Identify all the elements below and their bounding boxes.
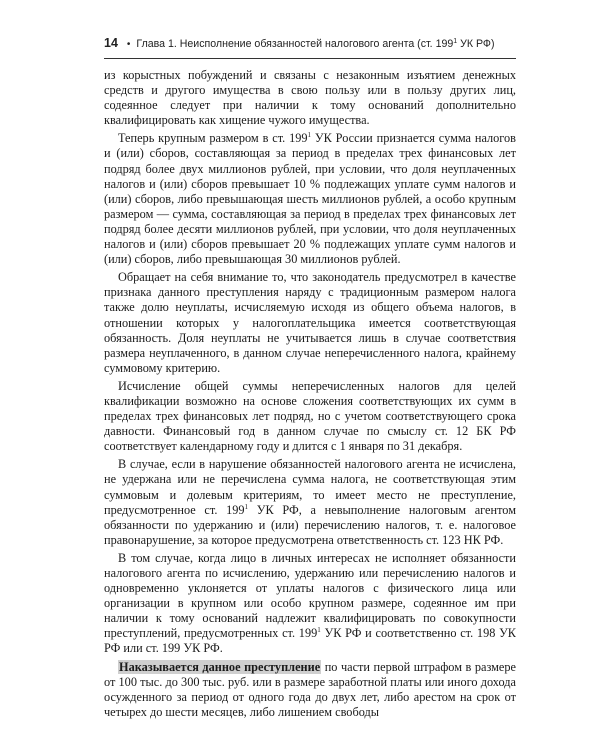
header-divider: [104, 58, 516, 59]
paragraph-text: В том случае, когда лицо в личных интересах не исполняет обязанности налогового агента по исчислению, удержанию или перечислению налогов и одновременно уклоняется от уплаты налогов с физического лица или организации в крупном или особо крупном размере, содеянное им при наличии к тому оснований надлежит квалифицировать по совокупности преступлений, предусмотренных ст. 199: [104, 550, 516, 641]
paragraph-text: В случае, если в нарушение обязанностей налогового агента не исчислена, не удержана или не перечислена сумма налога, не соответствующая этим суммовым и долевым критериям, то имеет место не преступление, предусмотренное ст. 199: [104, 457, 516, 517]
page-number: 14: [104, 36, 118, 50]
article-superscript: 1: [317, 626, 321, 635]
paragraph-tax-offence: [104, 457, 516, 548]
chapter-title-end: УК РФ): [457, 38, 495, 50]
paragraph-cumulative-crimes: [104, 551, 516, 657]
header-bullet: •: [126, 39, 131, 50]
paragraph-text: по части первой штрафом в размере от 100 тыс. до 300 тыс. руб. или в размере заработной платы или иного дохода осужденного за период от одного года до двух лет, либо арестом на срок от четырех до шести месяцев, либо лишением свободы: [104, 659, 516, 719]
chapter-title-superscript: 1: [453, 38, 458, 45]
article-superscript: 1: [244, 502, 249, 511]
highlighted-term: Наказывается данное преступление: [119, 659, 321, 674]
paragraph-punishment: [104, 660, 516, 720]
article-superscript: 1: [307, 131, 312, 140]
paragraph-text: УК РФ и соответственно ст. 198 УК РФ или ст. 199 УК РФ.: [104, 626, 516, 656]
paragraph-large-size-definition: [104, 131, 516, 267]
paragraph-text: Теперь крупным размером в ст. 199: [118, 131, 308, 146]
body-text: [104, 68, 516, 723]
paragraph-share-of-nonpayment: Обращает на себя внимание то, что законодатель предусмотрел в качестве признака данного преступления наряду с традиционным размером налога также долю неуплаты, исчисляемую исходя из общего объема налогов, в отношении которых у налогоплательщика имеется соответствующая обязанность. Доля неуплаты не учитывается лишь в случае соответствия размера неуплаченного, в данном случае неперечисленного налога, крайнему суммовому критерию.: [104, 270, 516, 375]
paragraph-text: УК России признается сумма налогов и (или) сборов, составляющая за период в пределах трех финансовых лет подряд более двух миллионов рублей, при условии, что доля неуплаченных налогов и (или) сборов превышает 10 % подлежащих уплате сумм налогов и (или) сборов, либо превышающая шесть миллионов рублей, а особо крупным размером — сумма, составляющая за период в пределах трех финансовых лет подряд более десяти миллионов рублей, при условии, что доля неуплаченных налогов и (или) сборов превышает 20 % подлежащих уплате сумм налогов и (или) сборов, либо превышающая 30 миллионов рублей.: [104, 131, 516, 267]
running-header: [104, 36, 516, 56]
paragraph-continuation: из корыстных побуждений и связаны с незаконным изъятием денежных средств и другого имущества в свою пользу или в пользу других лиц, содеянное следует при наличии к тому оснований дополнительно квалифицировать как хищение чужого имущества.: [104, 68, 516, 128]
paragraph-text: УК РФ, а невыполнение налоговым агентом обязанности по удержанию и (или) перечислению налогов, т. е. налоговое правонарушение, за которое предусмотрена ответственность ст. 123 НК РФ.: [104, 502, 516, 547]
chapter-title-text: Глава 1. Неисполнение обязанностей налогового агента (ст. 199: [136, 38, 454, 50]
paragraph-total-sum-calculation: Исчисление общей суммы неперечисленных налогов для целей квалификации возможно на основе сложения соответствующих их сумм в пределах трех финансовых лет подряд, но с учетом соответствующего срока давности. Финансовый год в данном случае по смыслу ст. 12 БК РФ соответствует календарному году и длится с 1 января по 31 декабря.: [104, 378, 516, 454]
chapter-title: [136, 38, 494, 50]
